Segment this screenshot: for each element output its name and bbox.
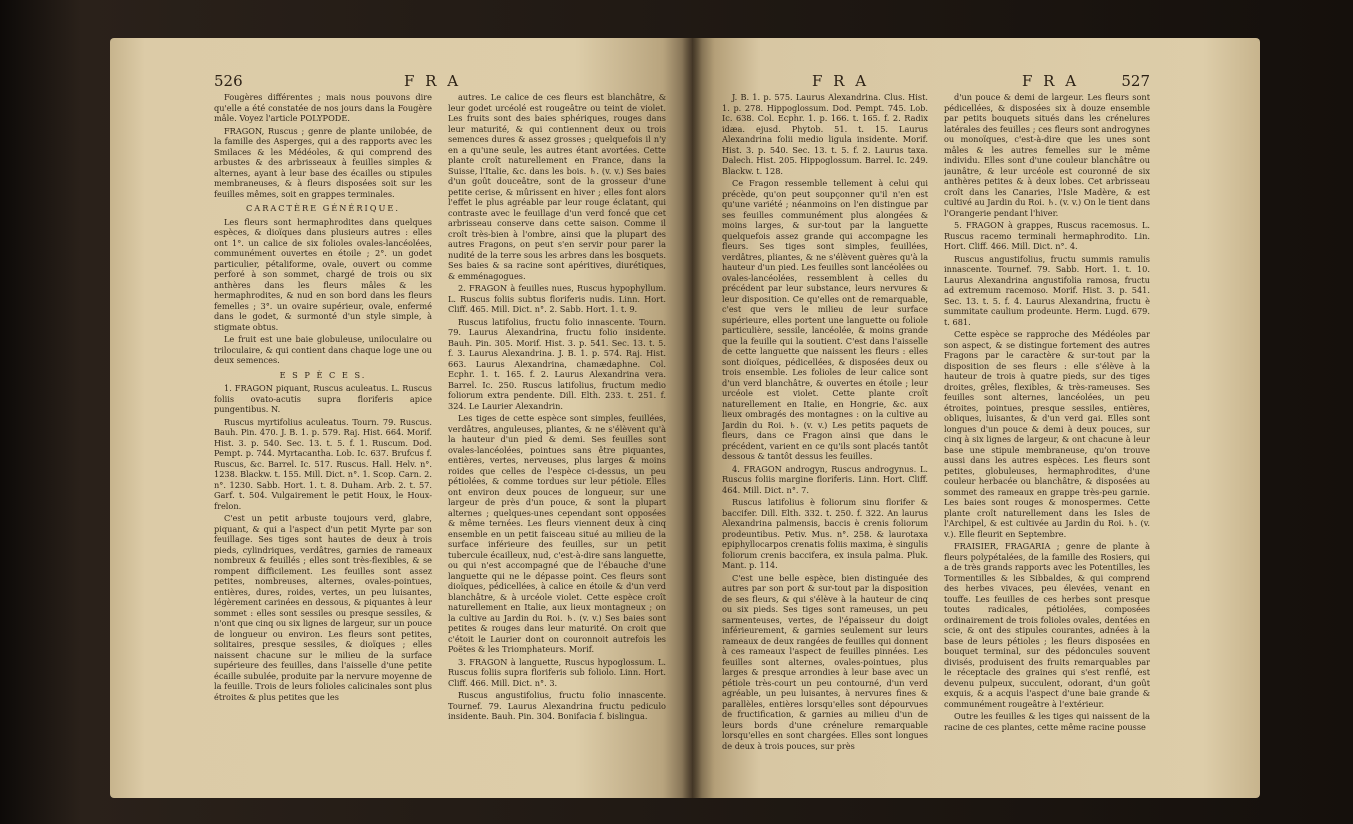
- paragraph: 3. FRAGON à languette, Ruscus hypoglossum. L. Ruscus foliis supra floriferis sub foliolo. Linn. Hort. Cliff. 466. Mill. Dict. n°. 3.: [448, 656, 666, 688]
- section-title: CARACTÈRE GÉNÉRIQUE.: [246, 203, 400, 213]
- open-book: [110, 38, 1260, 798]
- paragraph: J. B. 1. p. 575. Laurus Alexandrina. Clus. Hist. 1. p. 278. Hippoglossum. Dod. Pempt. 745. Lob. Ic. 638. Col. Ecphr. 1. p. 166. t. 165. f. 2. Radix idæa. ejusd. Phytob. 51. t. 15. Laurus Alexandrina folii medio ligula insidente. Morif. Hist. 3. p. 540. Sec. 13. t. 5. f. 2. Laurus taxa. Dalech. Hist. 205. Hippoglossum. Barrel. Ic. 249. Blackw. t. 128.: [722, 92, 928, 176]
- paragraph: Fougères différentes ; mais nous pouvons dire qu'elle a été constatée de nos jours dans la Fougère mâle. Voyez l'article POLYPODE.: [214, 92, 432, 123]
- right-column-2: [944, 92, 1150, 782]
- left-column-2: [448, 92, 666, 782]
- right-page-header: [722, 72, 1150, 92]
- left-page-header: [214, 72, 666, 92]
- left-page: [110, 38, 692, 798]
- right-running-head-b: F R A: [1022, 72, 1080, 90]
- paragraph: Cette espèce se rapproche des Médéoles par son aspect, & se distingue fortement des autres Fragons par le caractère & sur-tout par la disposition de ses fleurs : elle s'élève à la hauteur de trois à quatre pieds, sur des tiges droites, grêles, flexibles, & très-rameuses. Ses feuilles sont alternes, lancéolées, un peu étroites, pointues, presque sessiles, entières, obliques, luisantes, & d'un verd gai. Elles sont longues d'un pouce & demi à deux pouces, sur cinq à six lignes de largeur, & ont chacune à leur base une stipule membraneuse, qu'on trouve aussi dans les autres espèces. Les fleurs sont petites, globuleuses, hermaphrodites, d'une couleur herbacée ou blanchâtre, & disposées au sommet des rameaux en grappe très-peu garnie. Les baies sont rouges & monospermes. Cette plante croît naturellement dans les Isles de l'Archipel, & est cultivée au Jardin du Roi. ♄. (v. v.). Elle fleurit en Septembre.: [944, 329, 1150, 539]
- paragraph: Ruscus angustifolius, fructu summis ramulis innascente. Tournef. 79. Sabb. Hort. 1. t. 10. Laurus Alexandrina angustifolia ramosa, fructu ad extremum racemoso. Morif. Hist. 3. p. 541. Sec. 13. t. 5. f. 4. Laurus Alexandrina, fructu è summitate caulium prodeunte. Herm. Lugd. 679. t. 681.: [944, 253, 1150, 327]
- paragraph: 5. FRAGON à grappes, Ruscus racemosus. L. Ruscus racemo terminali hermaphrodito. Lin. Hort. Cliff. 466. Mill. Dict. n°. 4.: [944, 220, 1150, 251]
- paragraph: Ruscus angustifolius, fructu folio innascente. Tournef. 79. Laurus Alexandrina fructu pediculo insidente. Bauh. Pin. 304. Bonifacia f. bislingua.: [448, 690, 666, 721]
- left-column-1: [214, 92, 432, 782]
- paragraph: C'est une belle espèce, bien distinguée des autres par son port & sur-tout par la disposition de ses fleurs, & qui s'élève à la hauteur de cinq ou six pieds. Ses tiges sont rameuses, un peu sarmenteuses, vertes, de l'épaisseur du doigt inférieurement, & garnies seulement sur leurs rameaux de deux rangées de feuilles qui donnent à ces rameaux l'aspect de feuilles pinnées. Les feuilles sont alternes, ovales-pointues, plus larges & presque arrondies à leur base avec un pétiole très-court un peu contourné, d'un verd agréable, un peu luisantes, à nervures fines & parallèles, entières lorsqu'elles sont dépourvues de fructification, & garnies au milieu d'un de leurs bords d'une crénelure remarquable lorsqu'elles en sont chargées. Elles sont longues de deux à trois pouces, sur près: [722, 572, 928, 751]
- right-running-head-a: F R A: [812, 72, 870, 90]
- left-page-number: 526: [214, 72, 243, 90]
- right-column-1: [722, 92, 928, 782]
- paragraph: Le fruit est une baie globuleuse, uniloculaire ou triloculaire, & qui contient dans chaque loge une ou deux semences.: [214, 334, 432, 365]
- paragraph: C'est un petit arbuste toujours verd, glabre, piquant, & qui a l'aspect d'un petit Myrte par son feuillage. Ses tiges sont hautes de deux à trois pieds, cylindriques, verdâtres, garnies de rameaux nombreux & feuillés ; elles sont très-flexibles, & se rompent difficilement. Les feuilles sont assez petites, nombreuses, alternes, ovales-pointues, entières, dures, roides, vertes, un peu luisantes, légèrement carinées en dessous, & piquantes à leur sommet : elles sont sessiles ou presque sessiles, & n'ont que cinq ou six lignes de largeur, sur un pouce de longueur ou environ. Les fleurs sont petites, solitaires, presque sessiles, & dioïques ; elles naissent chacune sur le milieu de la surface supérieure des feuilles, dans l'aisselle d'une petite écaille subulée, produite par la nervure moyenne de la feuille. Trois de leurs folioles calicinales sont plus étroites & plus petites que les: [214, 513, 432, 702]
- paragraph: Ruscus latifolius è foliorum sinu florifer & baccifer. Dill. Elth. 332. t. 250. f. 322. An laurus Alexandrina palmensis, baccis è crenis foliorum prodeuntibus. Petiv. Mus. n°. 258. & laurotaxa epiphyllocarpos crenatis foliis maxima, è singulis foliorum crenis baccifera, ex insula palma. Pluk. Mant. p. 114.: [722, 497, 928, 570]
- paragraph: Ruscus latifolius, fructu folio innascente. Tourn. 79. Laurus Alexandrina, fructu folio insidente. Bauh. Pin. 305. Morif. Hist. 3. p. 541. Sec. 13. t. 5. f. 3. Laurus Alexandrina. J. B. 1. p. 574. Raj. Hist. 663. Laurus Alexandrina, chamædaphne. Col. Ecphr. 1. t. 165. f. 2. Laurus Alexandrina vera. Barrel. Ic. 250. Ruscus latifolius, fructum medio foliorum extra pendente. Dill. Elth. 233. t. 251. f. 324. Le Laurier Alexandrin.: [448, 316, 666, 411]
- paragraph: Ruscus myrtifolius aculeatus. Tourn. 79. Ruscus. Bauh. Pin. 470. J. B. 1. p. 579. Raj. Hist. 664. Morif. Hist. 3. p. 540. Sec. 13. t. 5. f. 1. Ruscum. Dod. Pempt. p. 744. Myrtacantha. Lob. Ic. 637. Brufcus f. Ruscus, &c. Barrel. Ic. 517. Ruscus. Hall. Helv. n°. 1238. Blackw. t. 155. Mill. Dict. n°. 1. Scop. Carn. 2. n°. 1230. Sabb. Hort. 1. t. 8. Duham. Arb. 2. t. 57. Garf. t. 504. Vulgairement le petit Houx, le Houx-frelon.: [214, 416, 432, 511]
- paragraph: Les tiges de cette espèce sont simples, feuillées, verdâtres, anguleuses, pliantes, & ne s'élèvent qu'à la hauteur d'un pied & demi. Ses feuilles sont ovales-lancéolées, pointues sans être piquantes, entières, vertes, nerveuses, plus larges & moins roides que celles de l'espèce ci-dessus, un peu pétiolées, & comme tordues sur leur pétiole. Elles ont environ deux pouces de longueur, sur une largeur de près d'un pouce, & sont la plupart alternes ; quelques-unes cependant sont opposées & même ternées. Les fleurs viennent deux à cinq ensemble en un petit faisceau situé au milieu de la surface inférieure des feuilles, sur un petit tubercule écailleux, nud, c'est-à-dire sans languette, ou qui n'est accompagné que de l'ébauche d'une languette qui ne le dépasse point. Ces fleurs sont dioïques, pédicellées, à calice en étoile & d'un verd blanchâtre, & à urcéole violet. Cette espèce croît naturellement en Italie, aux lieux montagneux ; on la cultive au Jardin du Roi. ♄. (v. v.) Ses baies sont petites & rouges dans leur maturité. On croit que c'étoit le Laurier dont on couronnoit autrefois les Poëtes & les Triomphateurs. Morif.: [448, 413, 666, 654]
- paragraph: Ce Fragon ressemble tellement à celui qui précède, qu'on peut soupçonner qu'il n'en est qu'une variété ; néanmoins on l'en distingue par ses feuilles communément plus alongées & moins larges, & sur-tout par la languette quelquefois assez grande qui accompagne les fleurs. Ses tiges sont simples, feuillées, verdâtres, pliantes, & ne s'élèvent guères qu'à la hauteur d'un pied. Les feuilles sont lancéolées ou ovales-lancéolées, ressemblent à celles du précédent par leur substance, leurs nervures & leur disposition. Ce qu'elles ont de remarquable, c'est que vers le milieu de leur surface supérieure, elles portent une languette ou foliole particulière, sessile, lancéolée, & moins grande que la feuille qui la soutient. C'est dans l'aisselle de cette languette que naissent les fleurs : elles sont dioïques, pédicellées, & disposées deux ou trois ensemble. Les folioles de leur calice sont d'un verd blanchâtre, & ouvertes en étoile ; leur urcéole est violet. Cette plante croît naturellement en Italie, en Hongrie, &c. aux lieux ombragés des montagnes : on la cultive au Jardin du Roi. ♄. (v. v.) Les petits paquets de fleurs, dans ce Fragon ainsi que dans le précédent, varient en ce qu'ils sont placés tantôt dessous & tantôt dessus les feuilles.: [722, 178, 928, 461]
- paragraph: Les fleurs sont hermaphrodites dans quelques espèces, & dioïques dans plusieurs autres : elles ont 1°. un calice de six folioles ovales-lancéolées, communément ouvertes en étoile ; 2°. un godet particulier, pétaliforme, ovale, ouvert ou comme perforé à son sommet, chargé de trois ou six anthères dans les fleurs mâles & les hermaphrodites, & nud en son bord dans les fleurs femelles ; 3°. un ovaire supérieur, ovale, enfermé dans le godet, & surmonté d'un style simple, à stigmate obtus.: [214, 216, 432, 332]
- paragraph: 1. FRAGON piquant, Ruscus aculeatus. L. Ruscus foliis ovato-acutis supra floriferis apice pungentibus. N.: [214, 383, 432, 414]
- paragraph: d'un pouce & demi de largeur. Les fleurs sont pédicellées, & disposées six à douze ensemble par petits bouquets situés dans les crénelures latérales des feuilles ; ces fleurs sont androgynes ou monoïques, c'est-à-dire que les unes sont mâles & les autres femelles sur le même individu. Elles sont d'une couleur blanchâtre ou jaunâtre, & leur urcéole est couronné de six anthères petites & à deux lobes. Cet arbrisseau croît dans les Canaries, l'Isle Madère, & est cultivé au Jardin du Roi. ♄. (v. v.) On le tient dans l'Orangerie pendant l'hiver.: [944, 92, 1150, 218]
- section-title: E S P È C E S.: [279, 369, 367, 380]
- paragraph: 4. FRAGON androgyn, Ruscus androgynus. L. Ruscus foliis margine floriferis. Linn. Hort. Cliff. 464. Mill. Dict. n°. 7.: [722, 463, 928, 495]
- paragraph: autres. Le calice de ces fleurs est blanchâtre, & leur godet urcéolé est rougeâtre ou teint de violet. Les fruits sont des baies sphériques, rouges dans leur maturité, & qui contiennent deux ou trois semences dures & assez grosses ; quelquefois il n'y en a qu'une seule, les autres étant avortées. Cette plante croît naturellement en France, dans la Suisse, l'Italie, &c. dans les bois. ♄. (v. v.) Ses baies d'un goût douceâtre, sont de la grosseur d'une petite cerise, & mûrissent en hiver ; elles font alors l'effet le plus agréable par leur rouge éclatant, qui contraste avec le feuillage d'un verd foncé que cet arbrisseau conserve dans cette saison. Comme il croît très-bien à l'ombre, ainsi que la plupart des autres Fragons, on peut s'en servir pour parer la nudité de la terre sous les arbres dans les bosquets. Ses baies & sa racine sont apéritives, diurétiques, & emménagogues.: [448, 92, 666, 281]
- paragraph: 2. FRAGON à feuilles nues, Ruscus hypophyllum. L. Ruscus foliis subtus floriferis nudis. Linn. Hort. Cliff. 465. Mill. Dict. n°. 2. Sabb. Hort. 1. t. 9.: [448, 283, 666, 314]
- right-page: [692, 38, 1260, 798]
- right-page-number: 527: [1121, 72, 1150, 90]
- paragraph: FRAISIER, FRAGARIA ; genre de plante à fleurs polypétalées, de la famille des Rosiers, qui a de très grands rapports avec les Potentilles, les Tormentilles & les Sibbaldes, & qui comprend des herbes vivaces, peu élevées, venant en touffe. Les feuilles de ces herbes sont presque toutes radicales, pétiolées, composées ordinairement de trois folioles ovales, dentées en scie, & ont des stipules courantes, adnées à la base de leurs pétioles ; les fleurs disposées en bouquet terminal, sur des pédoncules souvent divisés, produisent des fruits remarquables par le réceptacle des graines qui s'est renflé, est devenu pulpeux, succulent, odorant, d'un goût exquis, & a acquis l'aspect d'une baie grande & communément rougeâtre à l'extérieur.: [944, 541, 1150, 709]
- paragraph: Outre les feuilles & les tiges qui naissent de la racine de ces plantes, cette même racine pousse: [944, 711, 1150, 732]
- paragraph: FRAGON, Ruscus ; genre de plante unilobée, de la famille des Asperges, qui a des rapports avec les Smilaces & les Médéoles, & qui comprend des arbustes & des arbrisseaux à feuilles simples & alternes, ayant à leur base des écailles ou stipules membraneuses, & à fleurs disposées soit sur les feuilles mêmes, soit en grappes terminales.: [214, 125, 432, 199]
- left-running-head: F R A: [404, 72, 462, 90]
